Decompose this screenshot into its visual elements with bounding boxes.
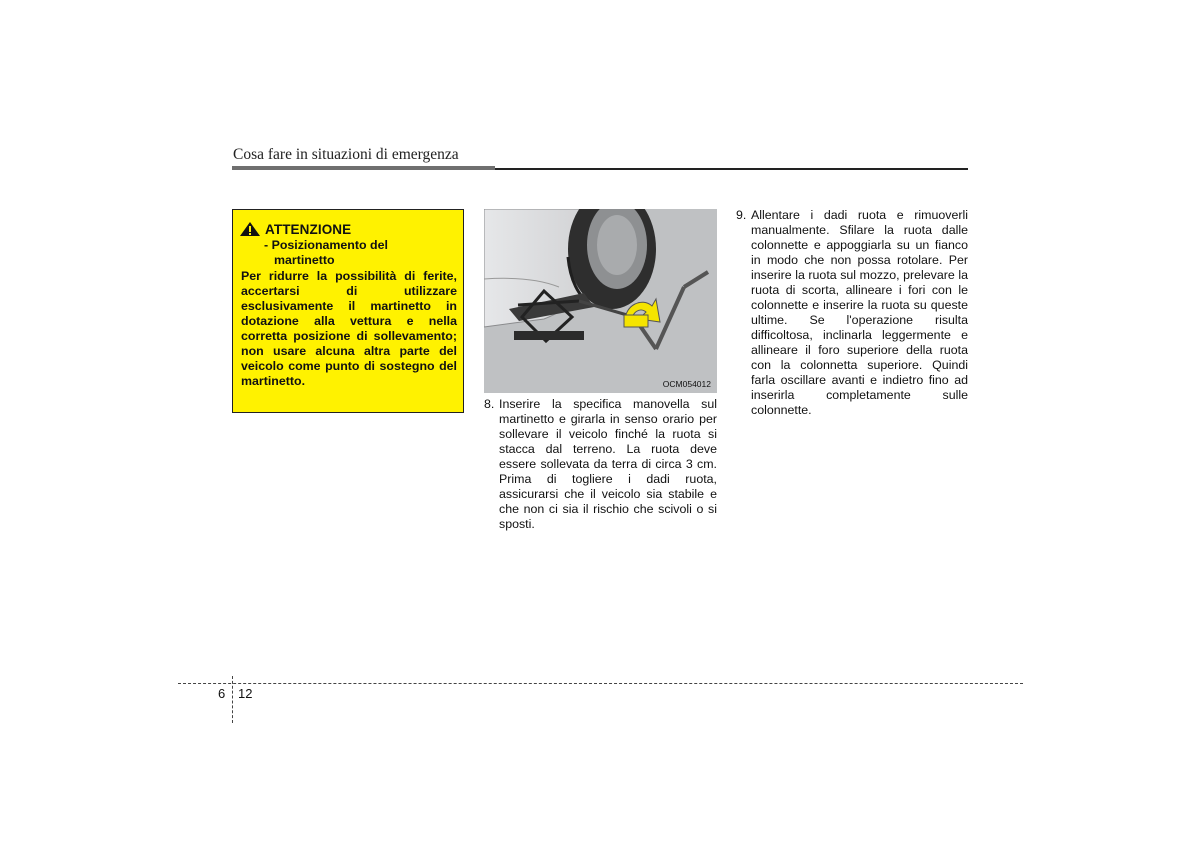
warning-title: ATTENZIONE xyxy=(265,221,352,237)
header-rule-thin xyxy=(495,168,968,170)
warning-subtitle-line1: - Posizionamento del xyxy=(264,238,388,252)
footer-rule xyxy=(178,683,1023,684)
page-header-title: Cosa fare in situazioni di emergenza xyxy=(233,146,459,163)
warning-subtitle xyxy=(264,238,444,268)
warning-subtitle-line2: martinetto xyxy=(274,253,335,267)
step-text: Inserire la specifica manovella sul martinetto e girarla in senso orario per sollevare il veicolo finché la ruota si stacca dal terreno. La ruota deve essere sollevata da terra di circa 3 cm. Prima di togliere i dadi ruota, assicurarsi che il veicolo sia stabile e che non ci sia il rischio che scivoli o si sposti. xyxy=(499,397,717,531)
jack-illustration xyxy=(484,209,717,393)
header-rule-thick xyxy=(232,166,495,170)
warning-body: Per ridurre la possibilità di ferite, accertarsi di utilizzare esclusivamente il martinetto in dotazione alla vettura e nella corretta posizione di sollevamento; non usare alcuna altra parte del veicolo come punto di sostegno del martinetto. xyxy=(241,269,457,388)
step-number: 9. xyxy=(736,208,747,222)
footer-divider xyxy=(232,676,233,723)
figure-caption: OCM054012 xyxy=(662,379,711,389)
jack-illustration-drawing xyxy=(484,209,717,393)
step-text: Allentare i dadi ruota e rimuoverli manualmente. Sfilare la ruota dalle colonnette e appoggiarla su un fianco in modo che non possa rotolare. Per inserire la ruota sul mozzo, prelevare la ruota di scorta, allineare i fori con le colonnette e inserire la ruota su queste ultime. Se l'operazione risulta difficoltosa, inclinarla leggermente e allineare il foro superiore della ruota con la colonnetta superiore. Quindi farla oscillare avanti e indietro fino ad inserirla completamente sulle colonnette. xyxy=(751,208,968,417)
warning-box xyxy=(232,209,464,413)
step-number: 8. xyxy=(484,397,495,411)
page-number: 12 xyxy=(238,686,253,701)
warning-triangle-icon xyxy=(239,221,261,237)
warning-header xyxy=(239,221,351,237)
chapter-number: 6 xyxy=(218,686,226,701)
